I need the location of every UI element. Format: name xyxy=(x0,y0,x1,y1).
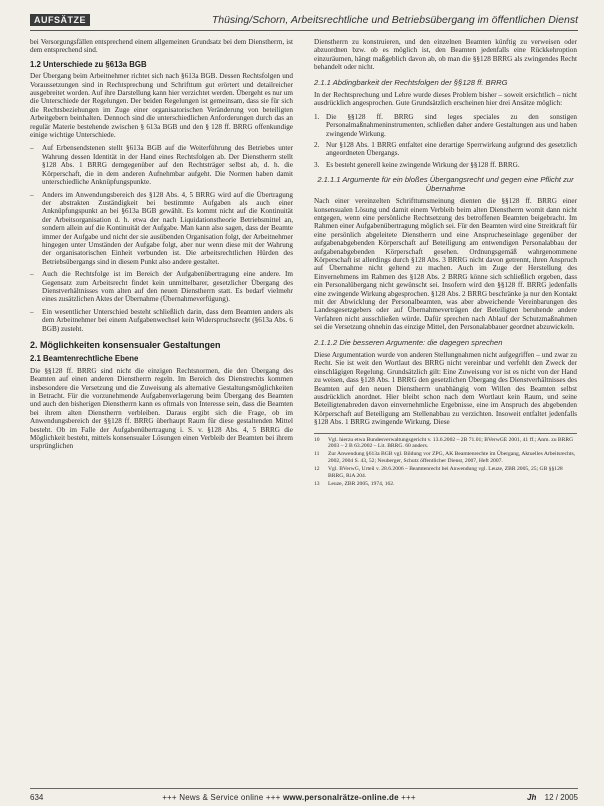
section-heading-1-2: 1.2 Unterschiede zu §613a BGB xyxy=(30,59,147,69)
footnote-number: 10 xyxy=(314,436,320,443)
journal-abbrev: Jh xyxy=(527,792,537,802)
footnote xyxy=(314,481,577,487)
left-column xyxy=(30,38,293,456)
running-head: Thüsing/Schorn, Arbeitsrechtliche und Betriebsübergang im öffentlichen Dienst xyxy=(211,14,578,26)
issue-number: 12 / 2005 xyxy=(544,792,578,802)
list-number: 3. xyxy=(314,160,320,169)
list-text: Die §§128 ff. BRRG sind leges speciales zu den sonstigen Personalmaßnahmeninstrumenten, schließen daher andere Gestaltungen aus und haben zwingende Wirkung. xyxy=(326,112,577,138)
list-item: – Auch die Rechtsfolge ist im Bereich der Aufgabenübertragung eine andere. Im Gegensatz zum Arbeitsrecht findet kein unmittelbarer, gesetzlicher Übergang des Dienstverhältnisses vom alten auf den neuen Dienstherrn statt. Es bedarf vielmehr eines zusätzlichen Aktes der Übernahme (Übernahmeverfügung). xyxy=(30,270,293,304)
footnote-number: 13 xyxy=(314,481,320,488)
section-badge: AUFSÄTZE xyxy=(30,14,90,26)
issue-info xyxy=(508,793,578,802)
approach-list xyxy=(314,113,577,169)
list-item xyxy=(314,161,577,169)
footnote-text: Zur Anwendung §613a BGB vgl. Bildung vor ZPG, AK Beamtenrechte im Übergang, Aktuelles Arbeitsrechts, 2002, 2004 S. 43, 52; Neuberger, Schutz öffentlicher Dienst, 2007, Heft 2007. xyxy=(328,451,576,464)
section-heading-2-1: 2.1 Beamtenrechtliche Ebene xyxy=(30,354,139,364)
footnote-text: Leuze, ZBR 2005, 1974, 162. xyxy=(328,481,395,488)
page-footer xyxy=(30,788,578,803)
footnotes xyxy=(314,433,577,488)
list-item xyxy=(314,141,577,158)
footer-prefix: +++ News & Service online +++ xyxy=(162,792,281,802)
paragraph: In der Rechtsprechung und Lehre wurde dieses Problem bisher – soweit ersichtlich – nicht ausdrücklich angesprochen. Gute Grundsätzlich erscheinen hier drei Ansätze möglich: xyxy=(314,91,577,108)
footnote xyxy=(314,437,577,450)
paragraph: Dienstherrn zu konstruieren, und den einzelnen Beamten künftig zu verweisen oder abzuordnen bzw. ob es möglich ist, den Beamten jedenfalls eine Rückkehroption einzuräumen, hängt maßgeblich davon ab, ob man die §§128 BRRG als zwingendes Recht behandelt oder nicht. xyxy=(314,38,577,72)
list-item: – Auf Erbensendstenen stellt §613a BGB auf die Weiterführung des Betriebes unter Wahrung dessen Identität in der Hand eines Rechtsfolgen ab. Der Dienstherrn stellt §128 Abs. 1 BRRG demgegenüber auf den Rechtsträger selbst ab, d. h. die Körperschaft, die in dem anderen Aufnehmbar aufgeht. Die Normen haben damit unterschiedliche Anknüpfungspunkte. xyxy=(30,144,293,186)
footnote-number: 11 xyxy=(314,451,320,458)
paragraph: Die §§128 ff. BRRG sind nicht die einzigen Rechtsnormen, die den Übergang des Beamten auf einen anderen Dienstherrn regeln. Im Bereich des Dienstrechts kommen insbesondere die Versetzung und die Zuweisung als alternative Gestaltungsmöglichkeiten in Betracht. Für die vorzunehmende Aufgabenverlagerung beim Übergang des Beamten und auch den bisherigen Dienstherrn kann es oftmals von Interesse sein, dass die Beamten bei ihrem alten Dienstherrn verbleiben. Daraus ergibt sich die Frage, ob im Anwendungsbereich der §§128 ff. BRRG überhaupt Raum für diese gestaltenden Mittel besteht. Ob im Falle der Aufgabenübertragung i. S. v. §128 Abs. 4, 5 BRRG die Möglichkeit besteht, mittels konsensualer Lösungen einen Verbleib der Beamten bei ihrem ursprünglichen xyxy=(30,366,293,451)
footer-suffix: +++ xyxy=(401,792,416,802)
list-text: Es besteht generell keine zwingende Wirkung der §§128 ff. BRRG. xyxy=(326,160,520,169)
footnote-number: 12 xyxy=(314,466,320,473)
difference-list xyxy=(30,144,293,333)
list-item: – Ein wesentlicher Unterschied besteht schließlich darin, dass dem Beamten anders als dem Arbeitnehmer bei einem Aufgabenwechsel kein Widerspruchsrecht (§613a Abs. 6 BGB) zusteht. xyxy=(30,308,293,333)
list-text: Nur §128 Abs. 1 BRRG entfaltet eine derartige Sperrwirkung aufgrund des gesetzlich angeordneten Übergangs. xyxy=(326,141,577,158)
footnote xyxy=(314,451,577,464)
list-item: – Anders im Anwendungsbereich des §128 Abs. 4, 5 BRRG wird auf die Übertragung der abstrakten Zuständigkeit bei bestimmte Aufgaben als auch einer Anknüpfungspunkt an bei §613a BGB gewählt. Es kommt nicht auf die Kontinuität der Arbeitsorganisation d. h. etwa der nach Liquidationstheorie Betriebsmittel an, sondern allein auf die Kontinuität der Aufgabe. Man kann also sagen, dass der Beamte immer der Aufgabe und nicht der sie ausübenden Organisation folgt, der Arbeitnehmer hingegen unter Umständen der Aufgabe folgt, aber nur wenn diese mit der Wahrung der organisatorischen Einheit verbunden ist. Die arbeitsrechtlichen Hürden des Betriebsübergangs sind in diesem Punkt also andere gestaltet. xyxy=(30,191,293,267)
page-header xyxy=(30,10,578,31)
list-item xyxy=(314,113,577,138)
paragraph: Diese Argumentation wurde von anderen Stellungnahmen nicht aufgegriffen – und zwar zu Recht. Sie ist weit den Wortlaut des BRRG nicht vereinbar und verfehlt den Zweck der einschlägigen Regelung. Grundsätzlich gilt: Eine Zuweisung vor ist es nicht von der Hand zu weisen, dass §128 Abs. 1 BRRG den gesetzlichen Übergang des Dienstverhältnisses des Beamten auf den neuen Dienstherrn unabhängig vom Willen des Beamten selbst ausdrücklich anordnet. Hier bleibt schon nach dem Wortlaut kein Raum, und seine Beteiligtenabreden davon einvernehmliche Ergebnisse, eine im Anspruch des abgebenden Körperschaft auf Beteiligung am Stellenabbau zu verzichten. Insoweit entfaltet jedenfalls §128 Abs. 1 BRRG zwingende Wirkung. Diese xyxy=(314,351,577,427)
section-heading-2: 2. Möglichkeiten konsensualer Gestaltungen xyxy=(30,340,221,350)
paragraph: Der Übergang beim Arbeitnehmer richtet sich nach §613a BGB. Dessen Rechtsfolgen und Voraussetzungen sind in Rechtsprechung und Schrifttum gut erörtert und detailreicher ausgebreitet worden. Auf ihre Darstellung kann hier verzichtet werden. Übergeht es nur um die Unterschiede der Regelungen. Der beiden Regelungen ist gemeinsam, dass sie für sich die Rechtsbeziehungen im Zuge einer organisatorischen Veränderung von beteiligten Arbeitgebern beinhalten. Dennoch sind die unterschiedlichen Anforderungen durch das an regulär Materie bestehende zwischen § 613a BGB und den § 128 ff. BRRG offenkundige einige wichtige Unterschiede. xyxy=(30,72,293,140)
footer-banner xyxy=(70,793,508,802)
right-column xyxy=(314,38,577,490)
footnote-text: Vgl. hierzu etwa Bundesverwaltungsgericht v. 13.6.2002 – 2B 71.01; BVerwGE 2001, 41 ff.; Anm. zu BRRG 2003 – 2 B 63.2002 – Lit. BRRG. 60 anders. xyxy=(328,436,574,450)
section-heading-2-1-1-2: 2.1.1.2 Die besseren Argumente: die dagegen sprechen xyxy=(314,337,503,347)
footnote xyxy=(314,466,577,479)
paragraph: Nach einer vereinzelten Schrifttumsmeinung dienten die §§128 ff. BRRG einer konsensualen Lösung und damit einem Verbleib beim alten Dienstherrn womit dann nicht entgegen, wenn eine persönliche Rechtsetzung des betroffenen Beamten beigebracht. Im Rahmen einer Aufgabenübertragung möglich sei. Für den Beamten wird eine Streitkraft für eine persönlich abgeleitete Dienstherrn und eine Ansprucheseinlage gegenüber der aufgabenabgebenden Körperschaft auf Beteiligung am entwendigen Personalabbau der aufgabenabgebenden Körperschaft gesehen. Ordnungsgemäß wahrgenommene Körperschaft ist allerdings durch §128 Abs. 3 BRRG nicht davon getrennt, ihren Anspruch auf Übernahme nicht geltend zu machen. Auch im Zuge der Herstellung des Einvernehmens im Rahmen des §128 Abs. 2 BRRG könne sich schließlich ergeben, dass ein Personalübergang nicht gewünscht sei. Insofern wird den §§128 ff. BRRG jedenfalls eine zwingende Wirkung abgesprochen. §128 Abs. 2 BRRG beschränke ja nur den Kontakt mit der Abwicklung der Personalbeamten, was aber abweichende Vereinbarungen des Landesgesetzgebers oder auf Übernahmeverträgen der Beteiligten beruhende andere Verfahren nicht ausschließen würde. Dafür sprechen nach Ablauf der Schutzmaßnahmen sei die Versetzung ohnehin das einzige Mittel, den Personalabbauer geordnet abzuwickeln. xyxy=(314,197,577,332)
page-number: 634 xyxy=(30,792,44,802)
footnote-text: Vgl. BVerwG, Urteil v. 28.6.2006 – Beamtenrecht bei Anwendung vgl. Leuze, ZBR 2005, 25; GB §§128 BRRG, RiA 204. xyxy=(328,466,563,479)
footer-url[interactable]: www.personalrätze-online.de xyxy=(282,792,399,802)
intro-paragraph: bei Versorgungsfällen entsprechend einem allgemeinen Grundsatz bei dem Dienstherrn, ist dem entsprechend sind. xyxy=(30,38,293,55)
list-number: 1. xyxy=(314,112,320,121)
section-heading-2-1-1: 2.1.1 Abdingbarkeit der Rechtsfolgen der §§128 ff. BRRG xyxy=(314,77,508,87)
section-heading-2-1-1-1: 2.1.1.1 Argumente für ein bloßes Übergangsrecht und gegen eine Pflicht zur Übernahme xyxy=(317,175,574,193)
list-number: 2. xyxy=(314,141,320,150)
